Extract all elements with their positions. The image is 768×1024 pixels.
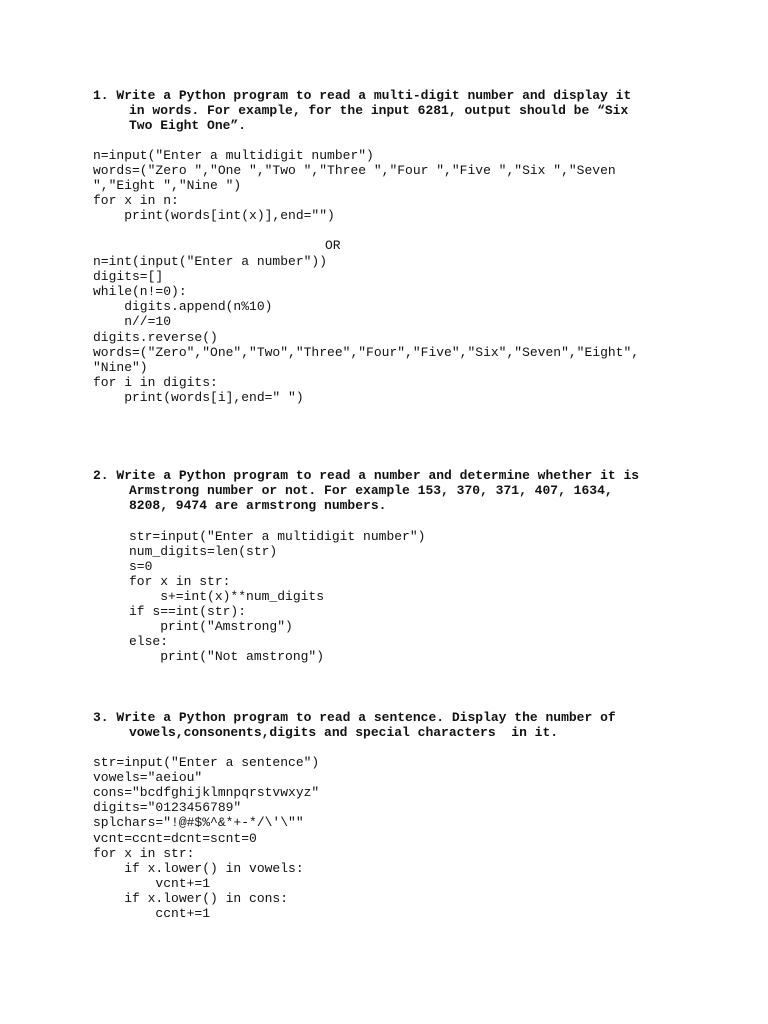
q3-code-line-4: digits="0123456789"	[93, 800, 242, 815]
q3-heading-line-2: vowels,consonents,digits and special characters in it.	[129, 725, 559, 740]
q2-heading-line-2: Armstrong number or not. For example 153, 370, 371, 407, 1634,	[129, 483, 613, 498]
q1-code-b-line-1: n=int(input("Enter a number"))	[93, 254, 328, 269]
q1-code-b-line-7: words=("Zero","One","Two","Three","Four","Five","Six","Seven","Eight",	[93, 345, 640, 360]
q1-code-b-line-8: "Nine")	[93, 360, 148, 375]
q3-heading-line-1: 3. Write a Python program to read a sentence. Display the number of	[93, 710, 616, 725]
q3-code-line-7: for x in str:	[93, 846, 195, 861]
q2-code-line-9: print("Not amstrong")	[129, 649, 325, 664]
q2-code-line-2: num_digits=len(str)	[129, 544, 278, 559]
q3-code-line-1: str=input("Enter a sentence")	[93, 755, 320, 770]
q1-code-b-line-6: digits.reverse()	[93, 330, 218, 345]
q2-code-line-3: s=0	[129, 559, 153, 574]
q1-code-b-line-2: digits=[]	[93, 269, 164, 284]
q3-code-line-3: cons="bcdfghijklmnpqrstvwxyz"	[93, 785, 320, 800]
q2-code-line-4: for x in str:	[129, 574, 231, 589]
q1-code-a-line-5: print(words[int(x)],end="")	[93, 208, 335, 223]
q3-code-line-6: vcnt=ccnt=dcnt=scnt=0	[93, 831, 257, 846]
q2-code-line-1: str=input("Enter a multidigit number")	[129, 529, 426, 544]
q1-heading-line-3: Two Eight One”.	[129, 118, 247, 133]
q3-code-line-5: splchars="!@#$%^&*+-*/\'\""	[93, 815, 304, 830]
q2-code-line-5: s+=int(x)**num_digits	[129, 589, 325, 604]
q2-code-line-8: else:	[129, 634, 169, 649]
q1-code-b-line-4: digits.append(n%10)	[93, 299, 273, 314]
q1-code-b-line-10: print(words[i],end=" ")	[93, 390, 304, 405]
q2-heading-line-1: 2. Write a Python program to read a number and determine whether it is	[93, 468, 640, 483]
q1-heading-line-2: in words. For example, for the input 6281, output should be “Six	[129, 103, 629, 118]
q3-code-line-10: if x.lower() in cons:	[93, 891, 289, 906]
q2-code-line-7: print("Amstrong")	[129, 619, 293, 634]
q2-heading-line-3: 8208, 9474 are armstrong numbers.	[129, 498, 387, 513]
q1-code-a-line-3: ","Eight ","Nine ")	[93, 178, 242, 193]
q1-code-b-line-3: while(n!=0):	[93, 284, 187, 299]
q3-code-line-2: vowels="aeiou"	[93, 770, 203, 785]
q3-code-line-8: if x.lower() in vowels:	[93, 861, 304, 876]
q1-code-a-line-2: words=("Zero ","One ","Two ","Three ","Four ","Five ","Six ","Seven	[93, 163, 616, 178]
q1-code-b-line-9: for i in digits:	[93, 375, 218, 390]
q1-code-a-line-4: for x in n:	[93, 193, 179, 208]
q1-code-a-line-1: n=input("Enter a multidigit number")	[93, 148, 374, 163]
q3-code-line-11: ccnt+=1	[93, 906, 211, 921]
q1-or-label: OR	[325, 238, 341, 253]
q1-heading-line-1: 1. Write a Python program to read a multi-digit number and display it	[93, 88, 632, 103]
q2-code-line-6: if s==int(str):	[129, 604, 247, 619]
q1-code-b-line-5: n//=10	[93, 314, 172, 329]
q3-code-line-9: vcnt+=1	[93, 876, 211, 891]
